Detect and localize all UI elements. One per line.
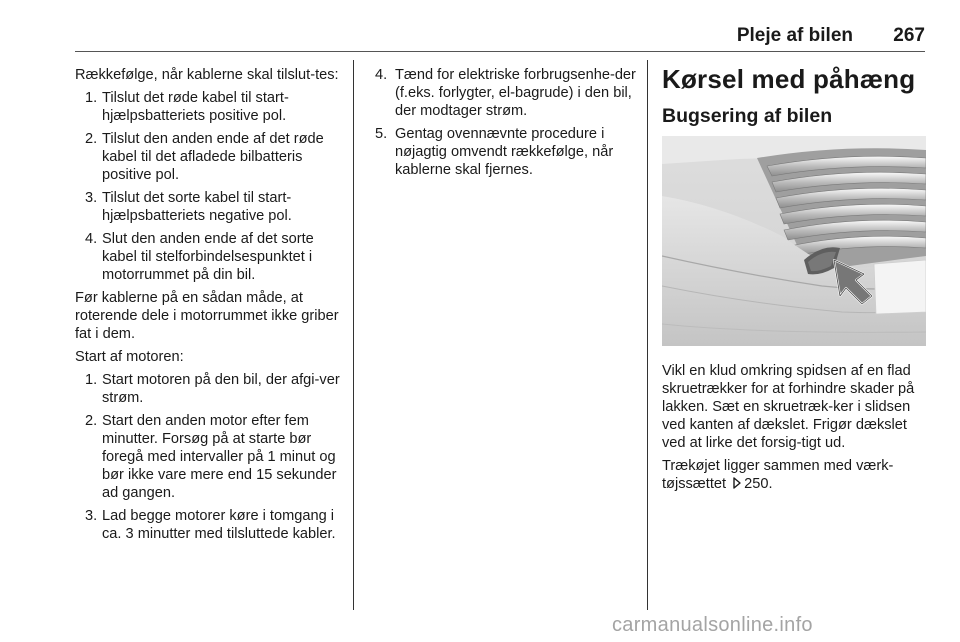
column-left [75,66,345,548]
list-item [75,412,345,502]
step-number: 2. [85,413,98,429]
step-number: 2. [85,131,98,147]
list-item [75,130,345,184]
tow-eye-text: Trækøjet ligger sammen med værk-tøjssættet [662,458,894,492]
list-item [75,507,345,543]
list-item [75,89,345,125]
front-bumper-tow-cover-illustration [662,136,926,346]
connect-steps-list [75,89,345,284]
list-item [375,66,637,120]
step-text: Start motoren på den bil, der afgi-ver strøm. [102,372,340,406]
tow-eye-location [662,457,926,493]
continued-steps-list [375,66,637,179]
step-text: Slut den anden ende af det sorte kabel til stelforbindelsespunktet i motorrummet på din bil. [102,231,314,283]
connect-intro: Rækkefølge, når kablerne skal tilslut-tes: [75,67,339,83]
start-engine-intro: Start af motoren: [75,349,184,365]
column-middle [375,66,637,184]
step-text: Tilslut det røde kabel til start-hjælpsbatteriets positive pol. [102,90,289,124]
column-divider [647,60,648,610]
step-text: Start den anden motor efter fem minutter. Forsøg på at starte bør foregå med intervaller på 1 minut og bør ikke vare mere end 15 sekunder ad gangen. [102,413,337,501]
step-number: 1. [85,90,98,106]
step-number: 1. [85,372,98,388]
list-item [75,230,345,284]
start-steps-list [75,371,345,543]
page-number: 267 [893,25,925,46]
cable-routing-note: Før kablerne på en sådan måde, at roterende dele i motorrummet ikke griber fat i dem. [75,290,339,342]
list-item [375,125,637,179]
list-item [75,371,345,407]
step-number: 5. [375,126,388,142]
page-reference[interactable]: 250. [744,476,773,492]
column-right [662,62,926,498]
page-header [75,26,925,52]
step-text: Tilslut den anden ende af det røde kabel til det afladede bilbatteris positive pol. [102,131,324,183]
section-subtitle: Bugsering af bilen [662,105,833,127]
step-number: 3. [85,508,98,524]
step-text: Tænd for elektriske forbrugsenhe-der (f.eks. forlygter, el-bagrude) i den bil, der modtager strøm. [395,67,636,119]
step-number: 4. [85,231,98,247]
section-title: Pleje af bilen [736,25,853,46]
step-text: Tilslut det sorte kabel til start-hjælpsbatteriets negative pol. [102,190,292,224]
step-number: 4. [375,67,388,83]
step-text: Gentag ovennævnte procedure i nøjagtig omvendt rækkefølge, når kablerne skal fjernes. [395,126,614,178]
page-reference-arrow-icon [732,476,742,488]
list-item [75,189,345,225]
step-text: Lad begge motorer køre i tomgang i ca. 3 minutter med tilsluttede kabler. [102,508,336,542]
chapter-title: Kørsel med påhæng [662,64,916,94]
column-divider [353,60,354,610]
step-number: 3. [85,190,98,206]
watermark: carmanualsonline.info [612,614,813,636]
towing-instructions: Vikl en klud omkring spidsen af en flad skruetrækker for at forhindre skader på lakken. Sæt en skruetræk-ker i slidsen ved kanten af dækslet. Frigør dækslet ved at lirke det forsig-tigt ud. [662,363,915,451]
